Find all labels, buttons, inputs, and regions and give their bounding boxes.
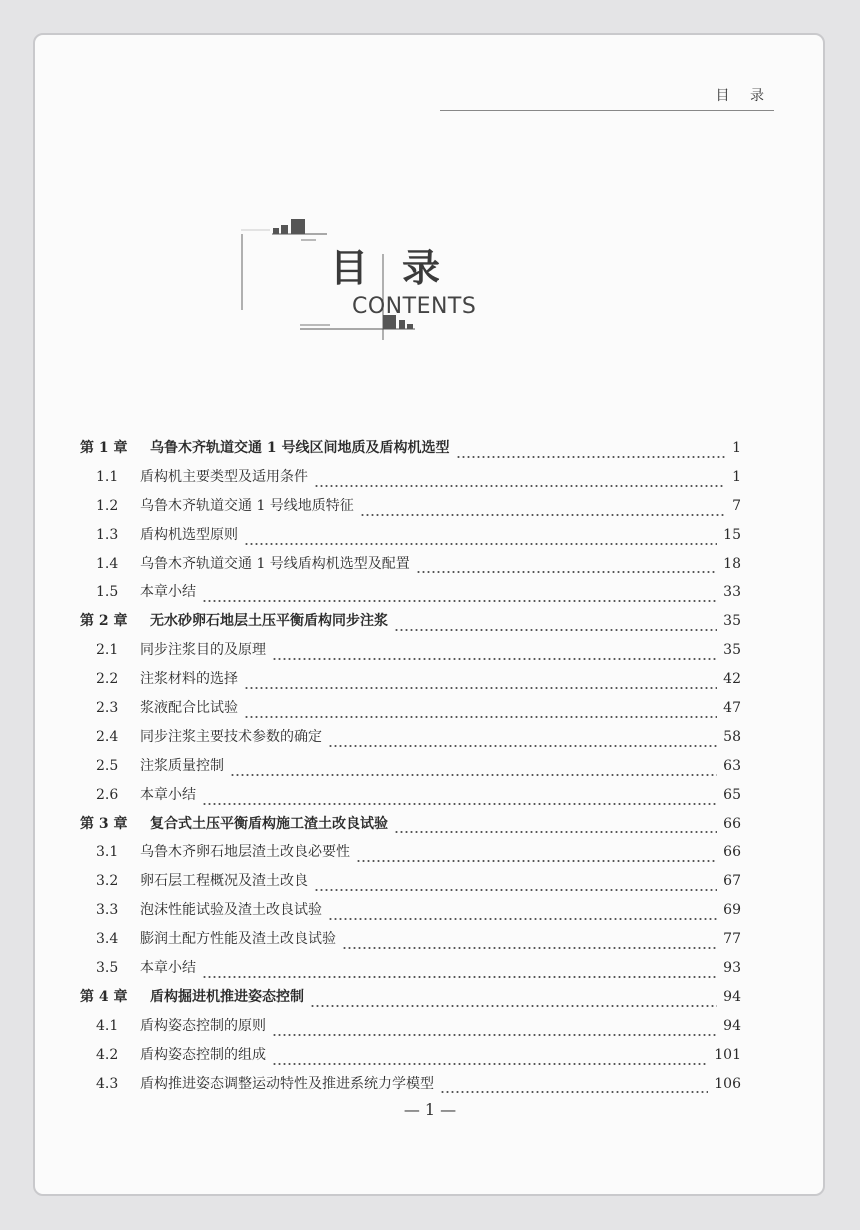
toc-chapter-entry (80, 438, 741, 467)
dot-leader (356, 849, 717, 863)
entry-number: 2.1 (96, 642, 119, 659)
entry-page: 1 (732, 440, 741, 456)
dot-leader (272, 1023, 717, 1037)
dot-leader (314, 878, 717, 892)
entry-number: 2.4 (96, 728, 119, 745)
dot-leader (310, 994, 717, 1008)
table-of-contents (80, 438, 741, 1102)
toc-section-entry (80, 698, 741, 727)
toc-section-entry (80, 727, 741, 756)
entry-title: 盾构姿态控制的原则 (140, 1017, 266, 1034)
dot-leader (244, 676, 717, 690)
entry-number: 3.3 (96, 902, 119, 919)
entry-page: 94 (723, 1017, 741, 1034)
toc-section-entry (80, 669, 741, 698)
entry-page: 1 (732, 468, 741, 485)
entry-number: 4.2 (96, 1046, 119, 1063)
entry-title: 同步注浆主要技术参数的确定 (140, 728, 322, 745)
entry-title: 乌鲁木齐轨道交通 1 号线盾构机选型及配置 (140, 555, 410, 572)
entry-page: 7 (732, 497, 741, 514)
entry-title: 注浆材料的选择 (140, 671, 238, 688)
toc-section-entry (80, 1045, 741, 1074)
dot-leader (202, 792, 717, 806)
toc-section-entry (80, 582, 741, 611)
entry-page: 65 (723, 786, 741, 803)
toc-chapter-entry (80, 611, 741, 640)
entry-page: 35 (723, 613, 741, 630)
toc-section-entry (80, 496, 741, 525)
toc-section-entry (80, 871, 741, 900)
entry-page: 101 (714, 1046, 741, 1063)
entry-number: 第 3 章 (80, 815, 128, 832)
entry-title: 乌鲁木齐轨道交通 1 号线地质特征 (140, 497, 354, 514)
toc-section-entry (80, 929, 741, 958)
entry-page: 15 (723, 526, 741, 543)
contents-title-en: CONTENTS (352, 294, 477, 319)
toc-section-entry (80, 842, 741, 871)
dot-leader (456, 445, 726, 459)
entry-page: 69 (723, 902, 741, 919)
entry-title: 泡沫性能试验及渣土改良试验 (140, 902, 322, 919)
entry-page: 106 (714, 1075, 741, 1092)
entry-number: 1.4 (96, 555, 119, 572)
entry-page: 66 (723, 815, 741, 832)
entry-title: 浆液配合比试验 (140, 700, 238, 717)
entry-number: 3.4 (96, 931, 119, 948)
contents-title-cn: 目录 (330, 246, 475, 290)
dot-leader (202, 965, 717, 979)
entry-page: 94 (723, 988, 741, 1005)
dot-leader (394, 618, 717, 632)
entry-title: 复合式土压平衡盾构施工渣土改良试验 (150, 815, 388, 832)
entry-title: 本章小结 (140, 584, 196, 601)
entry-number: 第 4 章 (80, 988, 128, 1005)
dot-leader (314, 474, 725, 488)
entry-number: 2.3 (96, 700, 119, 717)
toc-section-entry (80, 958, 741, 987)
entry-number: 第 2 章 (80, 613, 128, 630)
dot-leader (440, 1080, 708, 1094)
dot-leader (394, 820, 717, 834)
entry-number: 1.3 (96, 526, 119, 543)
entry-title: 膨润土配方性能及渣土改良试验 (140, 931, 336, 948)
entry-number: 4.3 (96, 1075, 119, 1092)
entry-page: 47 (723, 700, 741, 717)
entry-number: 1.5 (96, 584, 119, 601)
dot-leader (328, 734, 717, 748)
entry-number: 2.6 (96, 786, 119, 803)
toc-section-entry (80, 525, 741, 554)
entry-title: 盾构机主要类型及适用条件 (140, 468, 308, 485)
toc-section-entry (80, 756, 741, 785)
entry-title: 盾构掘进机推进姿态控制 (150, 988, 304, 1005)
dot-leader (230, 763, 717, 777)
entry-page: 63 (723, 757, 741, 774)
entry-page: 67 (723, 873, 741, 890)
entry-title: 乌鲁木齐卵石地层渣土改良必要性 (140, 844, 350, 861)
entry-number: 1.2 (96, 497, 119, 514)
dot-leader (328, 907, 717, 921)
entry-number: 1.1 (96, 468, 119, 485)
entry-page: 33 (723, 584, 741, 601)
entry-title: 盾构姿态控制的组成 (140, 1046, 266, 1063)
toc-section-entry (80, 554, 741, 583)
toc-chapter-entry (80, 814, 741, 843)
dot-leader (244, 532, 717, 546)
entry-title: 本章小结 (140, 960, 196, 977)
toc-section-entry (80, 1074, 741, 1103)
dot-leader (244, 705, 717, 719)
toc-chapter-entry (80, 987, 741, 1016)
entry-title: 盾构机选型原则 (140, 526, 238, 543)
entry-page: 42 (723, 671, 741, 688)
entry-title: 盾构推进姿态调整运动特性及推进系统力学模型 (140, 1075, 434, 1092)
entry-title: 卵石层工程概况及渣土改良 (140, 873, 308, 890)
entry-title: 乌鲁木齐轨道交通 1 号线区间地质及盾构机选型 (150, 440, 450, 456)
entry-title: 注浆质量控制 (140, 757, 224, 774)
entry-page: 18 (723, 555, 741, 572)
entry-page: 66 (723, 844, 741, 861)
entry-title: 同步注浆目的及原理 (140, 642, 266, 659)
dot-leader (202, 589, 717, 603)
entry-page: 35 (723, 642, 741, 659)
entry-page: 58 (723, 728, 741, 745)
running-head: 目 录 (715, 88, 772, 104)
entry-number: 3.2 (96, 873, 119, 890)
dot-leader (342, 936, 717, 950)
toc-section-entry (80, 467, 741, 496)
toc-section-entry (80, 1016, 741, 1045)
page-number: — 1 — (403, 1100, 457, 1119)
entry-number: 3.1 (96, 844, 119, 861)
dot-leader (360, 503, 725, 517)
entry-title: 无水砂卵石地层土压平衡盾构同步注浆 (150, 613, 388, 630)
entry-page: 77 (723, 931, 741, 948)
dot-leader (416, 560, 717, 574)
toc-section-entry (80, 900, 741, 929)
entry-number: 第 1 章 (80, 440, 128, 456)
dot-leader (272, 1052, 708, 1066)
entry-number: 2.2 (96, 671, 119, 688)
entry-number: 3.5 (96, 960, 119, 977)
toc-section-entry (80, 640, 741, 669)
toc-section-entry (80, 785, 741, 814)
entry-title: 本章小结 (140, 786, 196, 803)
entry-number: 2.5 (96, 757, 119, 774)
dot-leader (272, 647, 717, 661)
entry-page: 93 (723, 960, 741, 977)
entry-number: 4.1 (96, 1017, 119, 1034)
